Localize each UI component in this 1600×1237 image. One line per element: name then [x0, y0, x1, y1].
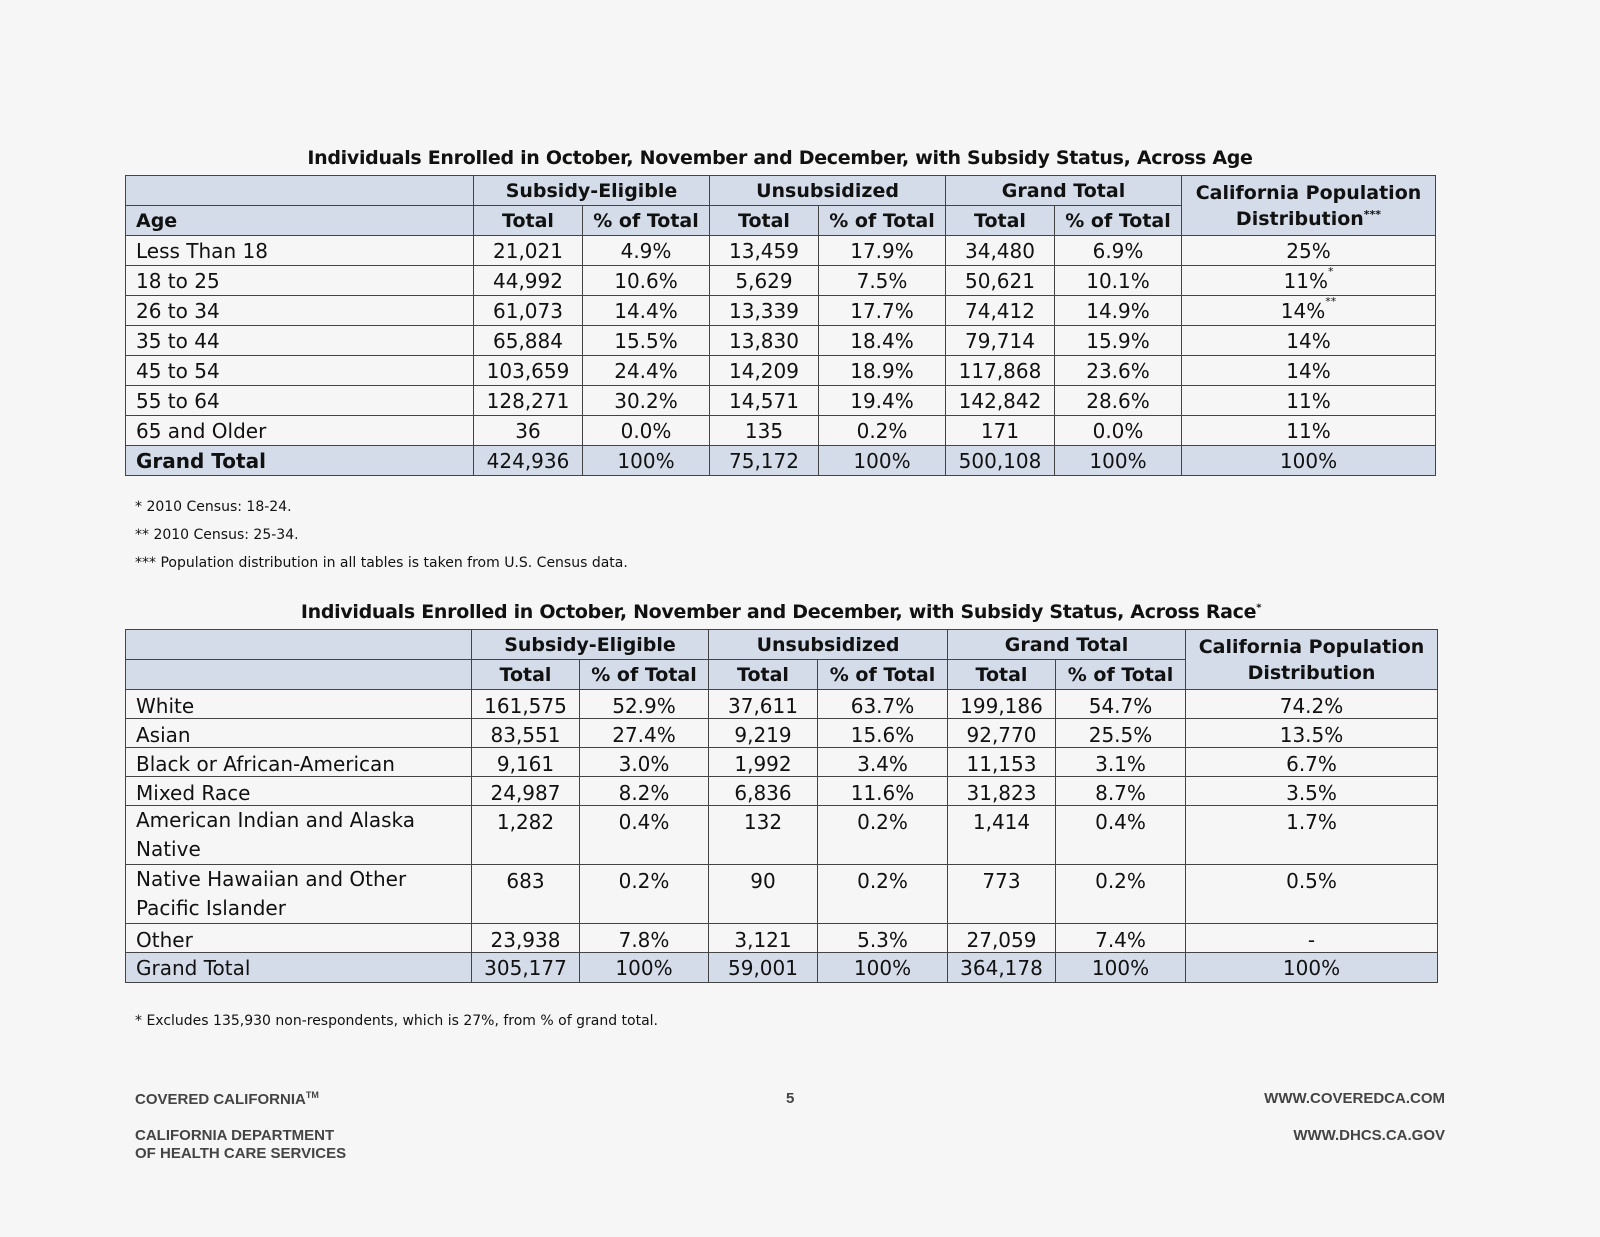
age-note: *** Population distribution in all tables is taken from U.S. Census data. — [135, 555, 628, 571]
age-table-row — [126, 236, 1436, 266]
age-table-row — [126, 266, 1436, 296]
race-cell: 0.2% — [1056, 865, 1186, 924]
age-cell: 14,571 — [710, 386, 819, 416]
race-total-ca: 100% — [1186, 953, 1438, 983]
race-cell: 0.4% — [1056, 806, 1186, 865]
age-total-cell: 424,936 — [474, 446, 583, 476]
race-row-label: Asian — [126, 719, 472, 748]
footer-dhcs: CALIFORNIA DEPARTMENT OF HEALTH CARE SERVICES — [135, 1127, 347, 1162]
age-cell: 44,992 — [474, 266, 583, 296]
race-table-row — [126, 748, 1438, 777]
race-subheader: % of Total — [1056, 660, 1186, 690]
age-subheader: % of Total — [583, 206, 710, 236]
age-cell: 18.4% — [819, 326, 946, 356]
race-cell: 773 — [948, 865, 1056, 924]
race-total-cell: 305,177 — [472, 953, 580, 983]
race-table-row — [126, 690, 1438, 719]
race-header-blank — [126, 630, 472, 660]
race-group-header-grand-total: Grand Total — [948, 630, 1186, 660]
age-row-label: 45 to 54 — [126, 356, 474, 386]
race-table-row — [126, 865, 1438, 924]
race-group-header-subsidy: Subsidy-Eligible — [472, 630, 709, 660]
race-ca-cell: 1.7% — [1186, 806, 1438, 865]
age-cell: 15.5% — [583, 326, 710, 356]
race-ca-distribution-header: California Population Distribution — [1186, 630, 1438, 690]
race-ca-cell: 3.5% — [1186, 777, 1438, 806]
race-cell: 63.7% — [818, 690, 948, 719]
age-cell: 65,884 — [474, 326, 583, 356]
race-subheader: % of Total — [580, 660, 709, 690]
race-subheader: Total — [948, 660, 1056, 690]
age-cell: 13,339 — [710, 296, 819, 326]
age-ca-cell: 11% — [1182, 416, 1436, 446]
age-subheader: % of Total — [819, 206, 946, 236]
footer-coveredca-url: WWW.COVEREDCA.COM — [1264, 1090, 1445, 1107]
race-subheader: Total — [472, 660, 580, 690]
age-cell: 0.0% — [1055, 416, 1182, 446]
age-table-row — [126, 416, 1436, 446]
race-table-row — [126, 719, 1438, 748]
age-group-header-subsidy: Subsidy-Eligible — [474, 176, 710, 206]
footer-dhcs-url: WWW.DHCS.CA.GOV — [1293, 1127, 1445, 1144]
age-cell: 103,659 — [474, 356, 583, 386]
age-cell: 36 — [474, 416, 583, 446]
race-cell: 0.2% — [818, 865, 948, 924]
race-ca-cell: - — [1186, 924, 1438, 953]
age-total-label: Grand Total — [126, 446, 474, 476]
race-cell: 92,770 — [948, 719, 1056, 748]
footer-covered-california: COVERED CALIFORNIA™ — [135, 1090, 319, 1108]
race-row-label: American Indian and Alaska Native — [126, 806, 472, 865]
age-header-blank — [126, 176, 474, 206]
race-table — [125, 629, 1438, 983]
age-subheader: Total — [710, 206, 819, 236]
race-cell: 3.1% — [1056, 748, 1186, 777]
race-cell: 199,186 — [948, 690, 1056, 719]
race-cell: 27,059 — [948, 924, 1056, 953]
race-cell: 7.4% — [1056, 924, 1186, 953]
age-cell: 135 — [710, 416, 819, 446]
race-cell: 3.4% — [818, 748, 948, 777]
race-cell: 1,414 — [948, 806, 1056, 865]
age-ca-cell: 11% — [1182, 386, 1436, 416]
age-cell: 142,842 — [946, 386, 1055, 416]
race-cell: 9,161 — [472, 748, 580, 777]
race-row-label: Mixed Race — [126, 777, 472, 806]
race-cell: 90 — [709, 865, 818, 924]
race-cell: 27.4% — [580, 719, 709, 748]
race-row-label: White — [126, 690, 472, 719]
race-ca-cell: 13.5% — [1186, 719, 1438, 748]
race-cell: 15.6% — [818, 719, 948, 748]
footer-page-number: 5 — [786, 1090, 795, 1107]
age-row-label: 35 to 44 — [126, 326, 474, 356]
race-table-row — [126, 924, 1438, 953]
age-total-cell: 500,108 — [946, 446, 1055, 476]
race-group-header-unsubsidized: Unsubsidized — [709, 630, 948, 660]
age-cell: 14,209 — [710, 356, 819, 386]
age-table-row — [126, 296, 1436, 326]
race-cell: 683 — [472, 865, 580, 924]
age-cell: 23.6% — [1055, 356, 1182, 386]
age-row-label: 18 to 25 — [126, 266, 474, 296]
race-subheader: Total — [709, 660, 818, 690]
age-cell: 6.9% — [1055, 236, 1182, 266]
age-row-label: 26 to 34 — [126, 296, 474, 326]
age-cell: 171 — [946, 416, 1055, 446]
race-cell: 31,823 — [948, 777, 1056, 806]
race-row-label-header — [126, 660, 472, 690]
age-cell: 4.9% — [583, 236, 710, 266]
race-total-cell: 364,178 — [948, 953, 1056, 983]
race-cell: 5.3% — [818, 924, 948, 953]
age-cell: 117,868 — [946, 356, 1055, 386]
race-ca-cell: 0.5% — [1186, 865, 1438, 924]
race-cell: 6,836 — [709, 777, 818, 806]
race-cell: 161,575 — [472, 690, 580, 719]
age-cell: 30.2% — [583, 386, 710, 416]
age-cell: 17.7% — [819, 296, 946, 326]
race-cell: 11,153 — [948, 748, 1056, 777]
age-ca-cell: 14%** — [1182, 296, 1436, 326]
race-total-label: Grand Total — [126, 953, 472, 983]
race-cell: 0.2% — [818, 806, 948, 865]
race-cell: 1,282 — [472, 806, 580, 865]
race-subheader: % of Total — [818, 660, 948, 690]
age-cell: 21,021 — [474, 236, 583, 266]
age-table-row — [126, 356, 1436, 386]
age-row-label: 65 and Older — [126, 416, 474, 446]
age-cell: 7.5% — [819, 266, 946, 296]
age-total-cell: 75,172 — [710, 446, 819, 476]
age-cell: 0.0% — [583, 416, 710, 446]
age-table-title: Individuals Enrolled in October, November and December, with Subsidy Status, Across Age — [307, 147, 1253, 169]
race-cell: 11.6% — [818, 777, 948, 806]
age-cell: 34,480 — [946, 236, 1055, 266]
race-cell: 7.8% — [580, 924, 709, 953]
age-total-cell: 100% — [1055, 446, 1182, 476]
age-cell: 24.4% — [583, 356, 710, 386]
age-ca-distribution-header: California Population Distribution*** — [1182, 176, 1436, 236]
age-cell: 74,412 — [946, 296, 1055, 326]
race-total-cell: 100% — [580, 953, 709, 983]
age-subheader: Total — [946, 206, 1055, 236]
age-cell: 13,459 — [710, 236, 819, 266]
age-cell: 14.9% — [1055, 296, 1182, 326]
age-ca-cell: 14% — [1182, 326, 1436, 356]
age-subheader: Total — [474, 206, 583, 236]
age-ca-cell: 11%* — [1182, 266, 1436, 296]
race-cell: 37,611 — [709, 690, 818, 719]
age-cell: 17.9% — [819, 236, 946, 266]
race-cell: 24,987 — [472, 777, 580, 806]
age-note: ** 2010 Census: 25-34. — [135, 527, 299, 543]
race-cell: 0.2% — [580, 865, 709, 924]
race-ca-cell: 74.2% — [1186, 690, 1438, 719]
age-cell: 50,621 — [946, 266, 1055, 296]
age-cell: 79,714 — [946, 326, 1055, 356]
race-total-cell: 100% — [818, 953, 948, 983]
race-note: * Excludes 135,930 non-respondents, which is 27%, from % of grand total. — [135, 1013, 658, 1029]
race-cell: 8.2% — [580, 777, 709, 806]
race-row-label: Black or African-American — [126, 748, 472, 777]
age-cell: 61,073 — [474, 296, 583, 326]
race-cell: 132 — [709, 806, 818, 865]
race-cell: 1,992 — [709, 748, 818, 777]
age-group-header-grand-total: Grand Total — [946, 176, 1182, 206]
age-cell: 0.2% — [819, 416, 946, 446]
age-row-label-header: Age — [126, 206, 474, 236]
race-cell: 3.0% — [580, 748, 709, 777]
race-ca-cell: 6.7% — [1186, 748, 1438, 777]
age-ca-cell: 14% — [1182, 356, 1436, 386]
age-row-label: 55 to 64 — [126, 386, 474, 416]
race-row-label: Other — [126, 924, 472, 953]
race-row-label: Native Hawaiian and Other Pacific Islander — [126, 865, 472, 924]
race-total-cell: 100% — [1056, 953, 1186, 983]
age-cell: 14.4% — [583, 296, 710, 326]
age-cell: 15.9% — [1055, 326, 1182, 356]
race-table-row — [126, 777, 1438, 806]
age-cell: 10.1% — [1055, 266, 1182, 296]
age-table-row — [126, 386, 1436, 416]
race-cell: 83,551 — [472, 719, 580, 748]
age-row-label: Less Than 18 — [126, 236, 474, 266]
age-cell: 5,629 — [710, 266, 819, 296]
age-cell: 19.4% — [819, 386, 946, 416]
age-total-cell: 100% — [819, 446, 946, 476]
race-cell: 3,121 — [709, 924, 818, 953]
age-table-row — [126, 326, 1436, 356]
race-table-row — [126, 806, 1438, 865]
age-group-header-unsubsidized: Unsubsidized — [710, 176, 946, 206]
race-cell: 52.9% — [580, 690, 709, 719]
race-grand-total-row — [126, 953, 1438, 983]
age-cell: 28.6% — [1055, 386, 1182, 416]
age-grand-total-row — [126, 446, 1436, 476]
race-table-title: Individuals Enrolled in October, November and December, with Subsidy Status, Across Race* — [300, 601, 1262, 623]
age-subheader: % of Total — [1055, 206, 1182, 236]
race-total-cell: 59,001 — [709, 953, 818, 983]
age-total-cell: 100% — [583, 446, 710, 476]
age-table — [125, 175, 1436, 476]
race-cell: 25.5% — [1056, 719, 1186, 748]
age-total-ca: 100% — [1182, 446, 1436, 476]
race-cell: 9,219 — [709, 719, 818, 748]
age-cell: 18.9% — [819, 356, 946, 386]
age-cell: 13,830 — [710, 326, 819, 356]
age-ca-cell: 25% — [1182, 236, 1436, 266]
age-cell: 10.6% — [583, 266, 710, 296]
age-cell: 128,271 — [474, 386, 583, 416]
race-cell: 54.7% — [1056, 690, 1186, 719]
age-note: * 2010 Census: 18-24. — [135, 499, 292, 515]
race-cell: 23,938 — [472, 924, 580, 953]
race-cell: 0.4% — [580, 806, 709, 865]
race-cell: 8.7% — [1056, 777, 1186, 806]
